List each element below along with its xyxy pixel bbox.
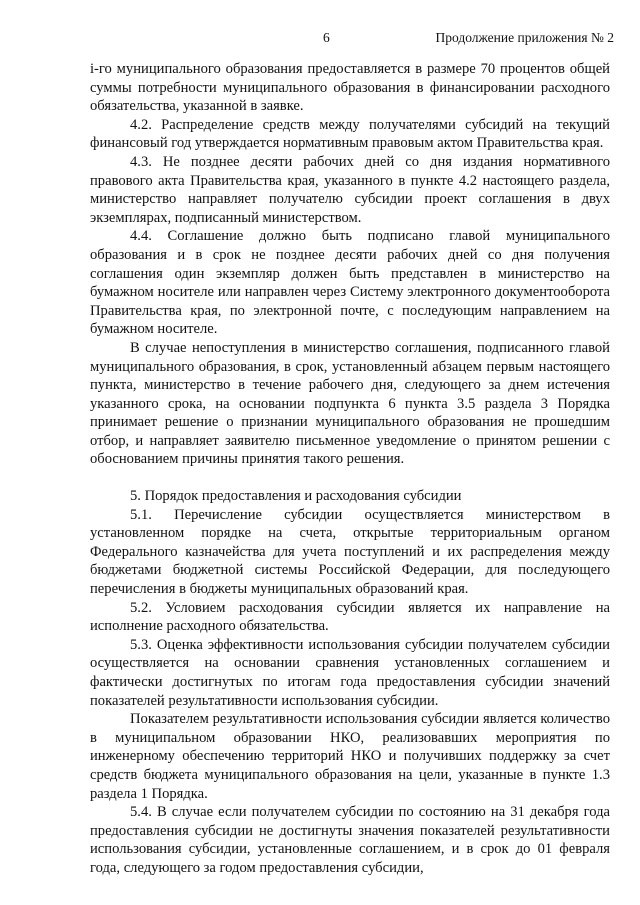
- paragraph-4-4-second: В случае непоступления в министерство соглашения, подписанного главой муниципального образования, в срок, установленный абзацем первым настоящего пункта, министерство в течение рабочего дня, следующего за днем истечения указанного срока, на основании подпункта 6 пункта 3.5 раздела 3 Порядка принимает решение о признании муниципального образования не прошедшим отбор, и направляет заявителю письменное уведомление о принятом решении с обоснованием причины принятия такого решения.: [90, 339, 610, 468]
- paragraph-5-2: 5.2. Условием расходования субсидии является их направление на исполнение расходного обязательства.: [90, 599, 610, 635]
- paragraph-5-1: 5.1. Перечисление субсидии осуществляется министерством в установленном порядке на счета, открытые территориальным органом Федерального казначейства для учета поступлений и их распределения между бюджетами бюджетной системы Российской Федерации, для последующего перечисления в бюджеты муниципальных образований края.: [90, 506, 610, 598]
- paragraph-4-2: 4.2. Распределение средств между получателями субсидий на текущий финансовый год утверждается нормативным правовым актом Правительства края.: [90, 116, 610, 152]
- page-header: [0, 30, 640, 50]
- paragraph-5-4: 5.4. В случае если получателем субсидии по состоянию на 31 декабря года предоставления субсидии не достигнуты значения показателей результативности использования субсидии, установленные соглашением, и в срок до 01 февраля года, следующего за годом предоставления субсидии,: [90, 804, 610, 876]
- section-5-heading: 5. Порядок предоставления и расходования субсидии: [130, 488, 462, 505]
- page-number: 6: [323, 30, 330, 45]
- paragraph-continuation: i-го муниципального образования предоставляется в размере 70 процентов общей суммы потребности муниципального образования в финансировании расходного обязательства, указанной в заявке.: [90, 61, 610, 115]
- document-body: [90, 60, 610, 878]
- appendix-continuation-label: Продолжение приложения № 2: [435, 30, 614, 45]
- paragraph-5-3-indicator: Показателем результативности использования субсидии является количество в муниципальном образовании НКО, реализовавших мероприятия по инженерному обеспечению территорий НКО и получивших поддержку за счет средств бюджета муниципального образования на цели, указанные в пункте 1.3 раздела 1 Порядка.: [90, 711, 610, 802]
- paragraph-5-3: 5.3. Оценка эффективности использования субсидии получателем субсидии осуществляется на основании сравнения установленных соглашением и фактически достигнутых по итогам года предоставления субсидии значений показателей результативности использования субсидии.: [90, 636, 610, 709]
- paragraph-4-4: 4.4. Соглашение должно быть подписано главой муниципального образования и в срок не позднее десяти рабочих дней со дня получения соглашения один экземпляр должен быть представлен в министерство на бумажном носителе или направлен через Систему электронного документооборота Правительства края, по электронной почте, с последующим направлением на бумажном носителе.: [90, 228, 610, 338]
- paragraph-4-3: 4.3. Не позднее десяти рабочих дней со дня издания нормативного правового акта Правительства края, указанного в пункте 4.2 настоящего раздела, министерство направляет получателю субсидии проект соглашения в двух экземплярах, подписанный министерством.: [90, 153, 610, 226]
